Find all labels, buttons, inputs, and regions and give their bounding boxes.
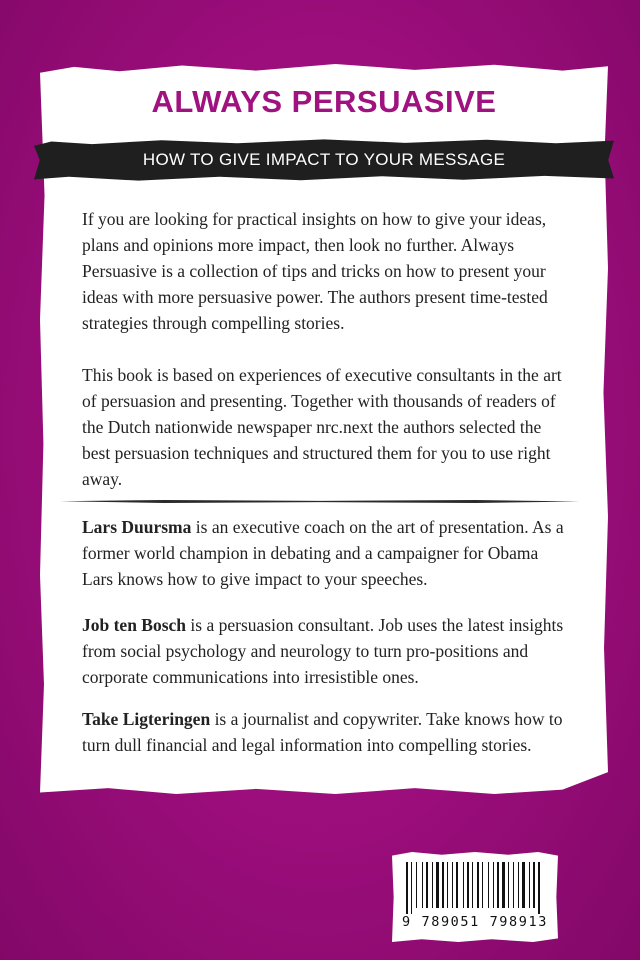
barcode-bar [447, 862, 448, 908]
description-paragraph-1: If you are looking for practical insights on how to give your ideas, plans and opinions more impact, then look no further. Always Persuasive is a collection of tips and tricks on how to present your ideas with more persuasive power. The authors present time-tested strategies through compelling stories. [82, 209, 548, 333]
barcode-bar [411, 862, 412, 914]
barcode-bar [416, 862, 417, 908]
isbn-number: 9 789051 798913 [402, 914, 548, 930]
book-title: ALWAYS PERSUASIVE [151, 84, 497, 119]
barcode-bar [456, 862, 458, 908]
author-bio [82, 514, 572, 592]
barcode-bar [502, 862, 505, 908]
barcode-bar [522, 862, 525, 908]
barcode-bar [529, 862, 530, 908]
barcode-bar [513, 862, 514, 908]
barcode-bar [508, 862, 509, 908]
barcode-bar [432, 862, 433, 908]
barcode-bar [497, 862, 499, 908]
barcode-bar [488, 862, 489, 908]
barcode-bar [482, 862, 483, 908]
barcode-bar [426, 862, 428, 908]
barcode-bar [442, 862, 444, 908]
barcode-bar [422, 862, 423, 908]
barcode-bar [493, 862, 494, 908]
barcode-bar [477, 862, 479, 908]
author-name: Take Ligteringen [82, 709, 211, 729]
author-bio [82, 706, 572, 758]
barcode-bar [533, 862, 535, 908]
barcode-bar [406, 862, 408, 914]
barcode-bar [518, 862, 519, 908]
barcode-bar [463, 862, 464, 908]
author-bio-text: is an executive coach on the art of presentation. As a former world champion in debating and a campaigner for Obama Lars knows how to give impact to your speeches. [82, 517, 564, 589]
description-paragraph-2: This book is based on experiences of executive consultants in the art of persuasion and presenting. Together with thousands of readers of the Dutch nationwide newspaper nrc.next the authors selected the best persuasion techniques and structured them for you to use right away. [82, 365, 562, 489]
barcode-bar [472, 862, 473, 908]
book-subtitle: HOW TO GIVE IMPACT TO YOUR MESSAGE [142, 150, 506, 169]
author-bio [82, 612, 572, 690]
barcode-bar [452, 862, 453, 908]
author-name: Job ten Bosch [82, 615, 187, 635]
author-name: Lars Duursma [82, 517, 192, 537]
barcode-bar [436, 862, 439, 908]
barcode-bar [538, 862, 540, 914]
author-bio-text: is a persuasion consultant. Job uses the latest insights from social psychology and neurology to turn pro-positions and corporate communications into irresistible ones. [82, 615, 564, 687]
author-bio-text: is a journalist and copywriter. Take knows how to turn dull financial and legal information into compelling stories. [82, 709, 563, 755]
barcode-image [406, 862, 546, 914]
barcode-bar [467, 862, 469, 908]
